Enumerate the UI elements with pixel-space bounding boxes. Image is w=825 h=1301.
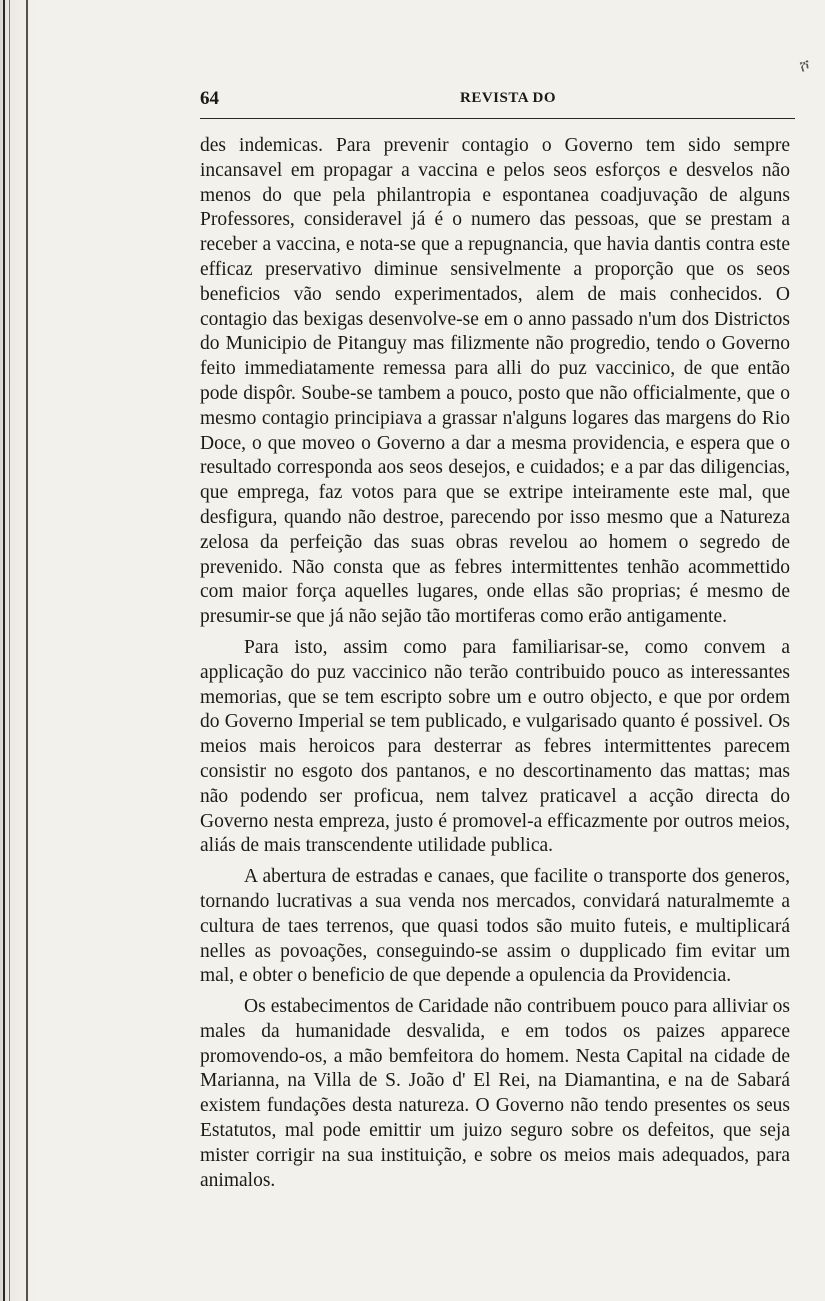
header-rule bbox=[200, 118, 795, 119]
binding-line bbox=[3, 0, 5, 1301]
binding-line bbox=[26, 0, 28, 1301]
paragraph: Os estabecimentos de Caridade não contribuem pouco para alliviar os males da humanidade desvalida, e em todos os paizes apparece promovendo-os, a mão bemfeitora do homem. Nesta Capital na cidade de Marianna, na Villa de S. João d' El Rei, na Diamantina, e na de Sabará existem fundações desta natureza. O Governo não tendo presentes os seus Estatutos, mal pode emittir um juizo seguro sobre os defeitos, que seja mister corrigir na sua instituição, e sobre os meios mais adequados, para animalos. bbox=[200, 996, 790, 1191]
corner-mark-icon: ሾ bbox=[798, 57, 812, 76]
running-head: REVISTA DO bbox=[460, 90, 556, 106]
page-header bbox=[200, 88, 795, 114]
body-text bbox=[200, 134, 790, 1199]
binding-line bbox=[9, 0, 10, 1301]
paragraph: A abertura de estradas e canaes, que facilite o transporte dos generos, tornando lucrativas a sua venda nos mercados, convidará naturalmemte a cultura de taes terrenos, que quasi todos são muito futeis, e multiplicará nelles as povoações, conseguindo-se assim o dupplicado fim evitar um mal, e obter o beneficio de que depende a opulencia da Providencia. bbox=[200, 866, 790, 987]
book-binding-edge bbox=[0, 0, 36, 1301]
paragraph: des indemicas. Para prevenir contagio o Governo tem sido sempre incansavel em propagar a vaccina e pelos seos esforços e desvelos não menos do que pela philantropia e espontanea coadjuvação de alguns Professores, consideravel já é o numero das pessoas, que se prestam a receber a vaccina, e nota-se que a repugnancia, que havia dantis contra este efficaz preservativo diminue sensivelmente a proporção que os seos beneficios vão sendo experimentados, alem de mais conhecidos. O contagio das bexigas desenvolve-se em o anno passado n'um dos Districtos do Municipio de Pitanguy mas filizmente não progredio, tendo o Governo feito immediatamente remessa para alli do puz vaccinico, de que então pode dispôr. Soube-se tambem a pouco, posto que não officialmente, que o mesmo contagio principiava a grassar n'alguns logares das margens do Rio Doce, o que moveo o Governo a dar a mesma providencia, e espera que o resultado corresponda aos seos desejos, e cuidados; e a par das diligencias, que emprega, faz votos para que se extripe inteiramente este mal, que desfigura, quando não destroe, parecendo por isso mesmo que a Natureza zelosa da perfeição das suas obras revelou ao homem o segredo de prevenido. Não consta que as febres intermittentes tenhão acommettido com maior força aquelles lugares, onde ellas são proprias; é mesmo de presumir-se que já não sejão tão mortiferas como erão antigamente. bbox=[200, 135, 790, 628]
paragraph: Para isto, assim como para familiarisar-se, como convem a applicação do puz vaccinico não terão contribuido pouco as interessantes memorias, que se tem escripto sobre um e outro objecto, e que por ordem do Governo Imperial se tem publicado, e vulgarisado quanto é possivel. Os meios mais heroicos para desterrar as febres intermittentes parecem consistir no esgoto dos pantanos, e no descortinamento das mattas; mas não podendo ser proficua, nem talvez praticavel a acção directa do Governo nesta empreza, justo é promovel-a efficazmente por outros meios, aliás de mais transcendente utilidade publica. bbox=[200, 636, 790, 857]
page-number: 64 bbox=[200, 88, 219, 109]
